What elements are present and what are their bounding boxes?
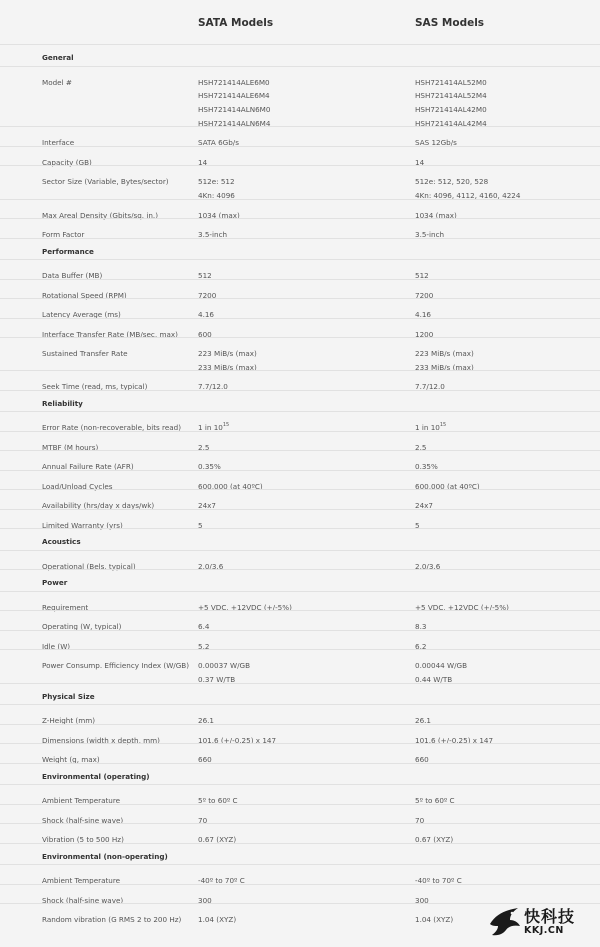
sata-value-text: 4.16 bbox=[198, 310, 215, 320]
sas-value-text: SAS 12Gb/s bbox=[415, 138, 457, 148]
spec-row bbox=[0, 610, 600, 630]
sata-value-text: 26.1 bbox=[198, 716, 215, 726]
sata-value-text: +5 VDC, +12VDC (+/-5%) bbox=[198, 602, 292, 612]
sas-value-text: 0.44 W/TB bbox=[415, 675, 453, 685]
section-title: Environmental (non-operating) bbox=[42, 851, 168, 861]
spec-row bbox=[0, 550, 600, 570]
sas-value-text: 233 MiB/s (max) bbox=[415, 362, 474, 372]
sata-value-text: -40º to 70º C bbox=[198, 876, 245, 886]
sata-value-text: 223 MiB/s (max) bbox=[198, 349, 257, 359]
sas-value-text: 512e: 512, 520, 528 bbox=[415, 177, 489, 187]
sata-value bbox=[198, 347, 257, 361]
spec-label: MTBF (M hours) bbox=[42, 442, 99, 452]
spec-label: Data Buffer (MB) bbox=[42, 271, 103, 281]
spec-row bbox=[0, 591, 600, 611]
watermark-url: KKJ.CN bbox=[524, 925, 564, 936]
sata-value-text: 1.04 (XYZ) bbox=[198, 915, 237, 925]
spec-label: Dimensions (width x depth, mm) bbox=[42, 735, 160, 745]
sas-value bbox=[415, 103, 487, 117]
sata-value-text: 5.2 bbox=[198, 641, 210, 651]
sas-value-text: 5 bbox=[415, 520, 420, 530]
watermark-name: 快科技 bbox=[524, 907, 576, 926]
sata-value-text: SATA 6Gb/s bbox=[198, 138, 239, 148]
sata-value-text: 600,000 (at 40ºC) bbox=[198, 481, 263, 491]
sata-models-heading: SATA Models bbox=[198, 17, 274, 29]
sata-value-cell bbox=[198, 76, 270, 131]
sas-value-text: 2.5 bbox=[415, 442, 427, 452]
sas-value-text: 3.5-inch bbox=[415, 230, 445, 240]
sata-value-text: HSH721414ALE6M0 bbox=[198, 77, 270, 87]
spec-label: Sector Size (Variable, Bytes/sector) bbox=[42, 177, 169, 187]
section-header bbox=[0, 390, 600, 412]
spec-row bbox=[0, 337, 600, 370]
section-header bbox=[0, 528, 600, 550]
sata-value bbox=[198, 659, 250, 673]
sas-value-text: 1.04 (XYZ) bbox=[415, 915, 454, 925]
sas-value-text: +5 VDC, +12VDC (+/-5%) bbox=[415, 602, 509, 612]
sas-value bbox=[415, 76, 487, 90]
section-title: Power bbox=[42, 578, 68, 588]
exponent: 15 bbox=[439, 422, 447, 429]
spec-label: Latency Average (ms) bbox=[42, 310, 121, 320]
spec-label: Availability (hrs/day x days/wk) bbox=[42, 501, 155, 511]
section-title: Physical Size bbox=[42, 691, 95, 701]
spec-row bbox=[0, 743, 600, 763]
spec-row bbox=[0, 318, 600, 338]
spec-row bbox=[0, 630, 600, 650]
section-title: General bbox=[42, 53, 74, 62]
sas-value-text: 101.6 (+/-0.25) x 147 bbox=[415, 735, 494, 745]
spec-label: Interface Transfer Rate (MB/sec, max) bbox=[42, 329, 178, 339]
spec-row bbox=[0, 804, 600, 824]
sas-value-text: 1200 bbox=[415, 329, 434, 339]
spec-label: Error Rate (non-recoverable, bits read) bbox=[42, 423, 182, 433]
sata-value-text: 0.00037 W/GB bbox=[198, 661, 251, 671]
sata-value-text: 0.35% bbox=[198, 462, 221, 472]
section-header bbox=[0, 843, 600, 865]
spec-row bbox=[0, 509, 600, 529]
sas-value-text: 8.3 bbox=[415, 622, 427, 632]
sas-value-text: 600,000 (at 40ºC) bbox=[415, 481, 480, 491]
spec-label: Z-Height (mm) bbox=[42, 716, 96, 726]
sata-value-text: 4Kn: 4096 bbox=[198, 191, 235, 201]
spec-row bbox=[0, 470, 600, 490]
spec-label: Ambient Temperature bbox=[42, 796, 121, 806]
spec-row bbox=[0, 66, 600, 127]
spec-label: Random vibration (G RMS 2 to 200 Hz) bbox=[42, 915, 182, 925]
sas-value-text: 1034 (max) bbox=[415, 210, 457, 220]
spec-label: Operating (W, typical) bbox=[42, 622, 122, 632]
sas-value-text: HSH721414AL52M0 bbox=[415, 77, 487, 87]
sas-value-text: 7200 bbox=[415, 290, 434, 300]
section-title: Reliability bbox=[42, 398, 83, 408]
sata-value-cell bbox=[198, 913, 236, 927]
sata-value bbox=[198, 103, 270, 117]
sata-value-text: 2.0/3.6 bbox=[198, 561, 224, 571]
sas-value-text: 4Kn: 4096, 4112, 4160, 4224 bbox=[415, 191, 521, 201]
sata-value-text: 600 bbox=[198, 329, 212, 339]
sata-value bbox=[198, 175, 235, 189]
sas-value-text: 0.67 (XYZ) bbox=[415, 835, 454, 845]
sata-value-text: 0.67 (XYZ) bbox=[198, 835, 237, 845]
sata-value-text: 512 bbox=[198, 271, 212, 281]
sas-value-text: 660 bbox=[415, 755, 429, 765]
section-header bbox=[0, 44, 600, 66]
sata-value-text: HSH721414ALN6M0 bbox=[198, 105, 271, 115]
sas-value bbox=[415, 659, 467, 673]
sata-value-text: 7.7/12.0 bbox=[198, 382, 228, 392]
sas-value-text: 14 bbox=[415, 157, 425, 167]
spec-label: Form Factor bbox=[42, 230, 85, 240]
sata-value-text: 5º to 60º C bbox=[198, 796, 238, 806]
section-title: Performance bbox=[42, 246, 94, 256]
spec-row bbox=[0, 411, 600, 431]
sas-value-text: HSH721414AL42M4 bbox=[415, 118, 487, 128]
spec-rows bbox=[0, 44, 600, 923]
sata-value-text: 660 bbox=[198, 755, 212, 765]
sas-value-text: 26.1 bbox=[415, 716, 432, 726]
sas-value-text: HSH721414AL52M4 bbox=[415, 91, 487, 101]
sas-value bbox=[415, 347, 474, 361]
sas-value-text: 223 MiB/s (max) bbox=[415, 349, 474, 359]
spec-label: Requirement bbox=[42, 602, 89, 612]
sata-value-text: 1034 (max) bbox=[198, 210, 240, 220]
sata-value-text: 300 bbox=[198, 895, 212, 905]
sata-value-text: 3.5-inch bbox=[198, 230, 228, 240]
sata-value-text: 101.6 (+/-0.25) x 147 bbox=[198, 735, 277, 745]
spec-label: Ambient Temperature bbox=[42, 876, 121, 886]
sata-value-text: HSH721414ALE6M4 bbox=[198, 91, 270, 101]
sata-value-text: 70 bbox=[198, 815, 208, 825]
sata-value-text: 2.5 bbox=[198, 442, 210, 452]
spec-row bbox=[0, 146, 600, 166]
spec-label: Vibration (5 to 500 Hz) bbox=[42, 835, 124, 845]
sas-value-text: 7.7/12.0 bbox=[415, 382, 445, 392]
section-header bbox=[0, 569, 600, 591]
sata-value-text: 7200 bbox=[198, 290, 217, 300]
sata-value-text: HSH721414ALN6M4 bbox=[198, 118, 271, 128]
sata-value-text: 6.4 bbox=[198, 622, 210, 632]
section-header bbox=[0, 238, 600, 260]
spec-row bbox=[0, 199, 600, 219]
spec-label: Shock (half-sine wave) bbox=[42, 815, 124, 825]
sas-value bbox=[415, 175, 520, 189]
sas-value-text: 5º to 60º C bbox=[415, 796, 455, 806]
spec-label: Limited Warranty (yrs) bbox=[42, 520, 123, 530]
sas-value-text: 24x7 bbox=[415, 501, 433, 511]
spec-row bbox=[0, 864, 600, 884]
section-header bbox=[0, 683, 600, 705]
sata-value-text: 233 MiB/s (max) bbox=[198, 362, 257, 372]
spec-label: Capacity (GB) bbox=[42, 157, 92, 167]
spec-label: Interface bbox=[42, 138, 75, 148]
sas-value-text: 512 bbox=[415, 271, 429, 281]
spec-label: Sustained Transfer Rate bbox=[42, 349, 128, 359]
section-header bbox=[0, 763, 600, 785]
spec-row bbox=[0, 450, 600, 470]
spec-row bbox=[0, 489, 600, 509]
sata-value-text: 512e: 512 bbox=[198, 177, 235, 187]
sas-value-text: 4.16 bbox=[415, 310, 432, 320]
spec-row bbox=[0, 165, 600, 201]
sata-value bbox=[198, 76, 270, 90]
spec-label: Max Areal Density (Gbits/sq. in.) bbox=[42, 210, 159, 220]
spec-row bbox=[0, 259, 600, 279]
kkj-watermark bbox=[488, 900, 594, 942]
spec-label: Weight (g, max) bbox=[42, 755, 100, 765]
spec-label: Idle (W) bbox=[42, 641, 71, 651]
spec-row bbox=[0, 704, 600, 724]
spec-label: Model # bbox=[42, 77, 72, 87]
sas-value-text: 2.0/3.6 bbox=[415, 561, 441, 571]
sata-value-text: 24x7 bbox=[198, 501, 216, 511]
spec-row bbox=[0, 370, 600, 390]
spec-label: Seek Time (read, ms, typical) bbox=[42, 382, 148, 392]
section-title: Acoustics bbox=[42, 537, 81, 547]
sas-value-text: 0.00044 W/GB bbox=[415, 661, 468, 671]
sas-value-text: HSH721414AL42M0 bbox=[415, 105, 487, 115]
spec-row bbox=[0, 649, 600, 685]
sata-value-text: 5 bbox=[198, 520, 203, 530]
sata-value-text: 14 bbox=[198, 157, 208, 167]
sata-value-text: 1 in 10 bbox=[198, 423, 223, 433]
exponent: 15 bbox=[222, 422, 230, 429]
spec-label: Load/Unload Cycles bbox=[42, 481, 113, 491]
spec-row bbox=[0, 823, 600, 843]
sata-value-text: 0.37 W/TB bbox=[198, 675, 236, 685]
spec-row bbox=[0, 298, 600, 318]
sas-value-text: 1 in 10 bbox=[415, 423, 440, 433]
sas-value bbox=[415, 913, 453, 927]
spec-row bbox=[0, 724, 600, 744]
sas-value-cell bbox=[415, 913, 453, 927]
spec-label: Power Consump. Efficiency Index (W/GB) bbox=[42, 661, 190, 671]
table-header bbox=[0, 0, 600, 44]
sas-value-cell bbox=[415, 76, 487, 131]
spec-label: Rotational Speed (RPM) bbox=[42, 290, 127, 300]
sata-value bbox=[198, 913, 236, 927]
sas-value-text: 300 bbox=[415, 895, 429, 905]
spec-label: Annual Failure Rate (AFR) bbox=[42, 462, 134, 472]
sas-value-text: 6.2 bbox=[415, 641, 427, 651]
sas-value-text: 0.35% bbox=[415, 462, 438, 472]
sas-value-text: 70 bbox=[415, 815, 425, 825]
sas-value bbox=[415, 89, 487, 103]
spec-label: Shock (half-sine wave) bbox=[42, 895, 124, 905]
spec-row bbox=[0, 218, 600, 238]
spec-row bbox=[0, 126, 600, 146]
sata-value bbox=[198, 89, 270, 103]
spec-row bbox=[0, 431, 600, 451]
sas-value-text: -40º to 70º C bbox=[415, 876, 462, 886]
spec-row bbox=[0, 784, 600, 804]
sas-models-heading: SAS Models bbox=[415, 17, 485, 29]
spec-label: Operational (Bels, typical) bbox=[42, 561, 136, 571]
section-title: Environmental (operating) bbox=[42, 771, 150, 781]
spec-row bbox=[0, 279, 600, 299]
bird-logo-icon bbox=[488, 904, 522, 938]
